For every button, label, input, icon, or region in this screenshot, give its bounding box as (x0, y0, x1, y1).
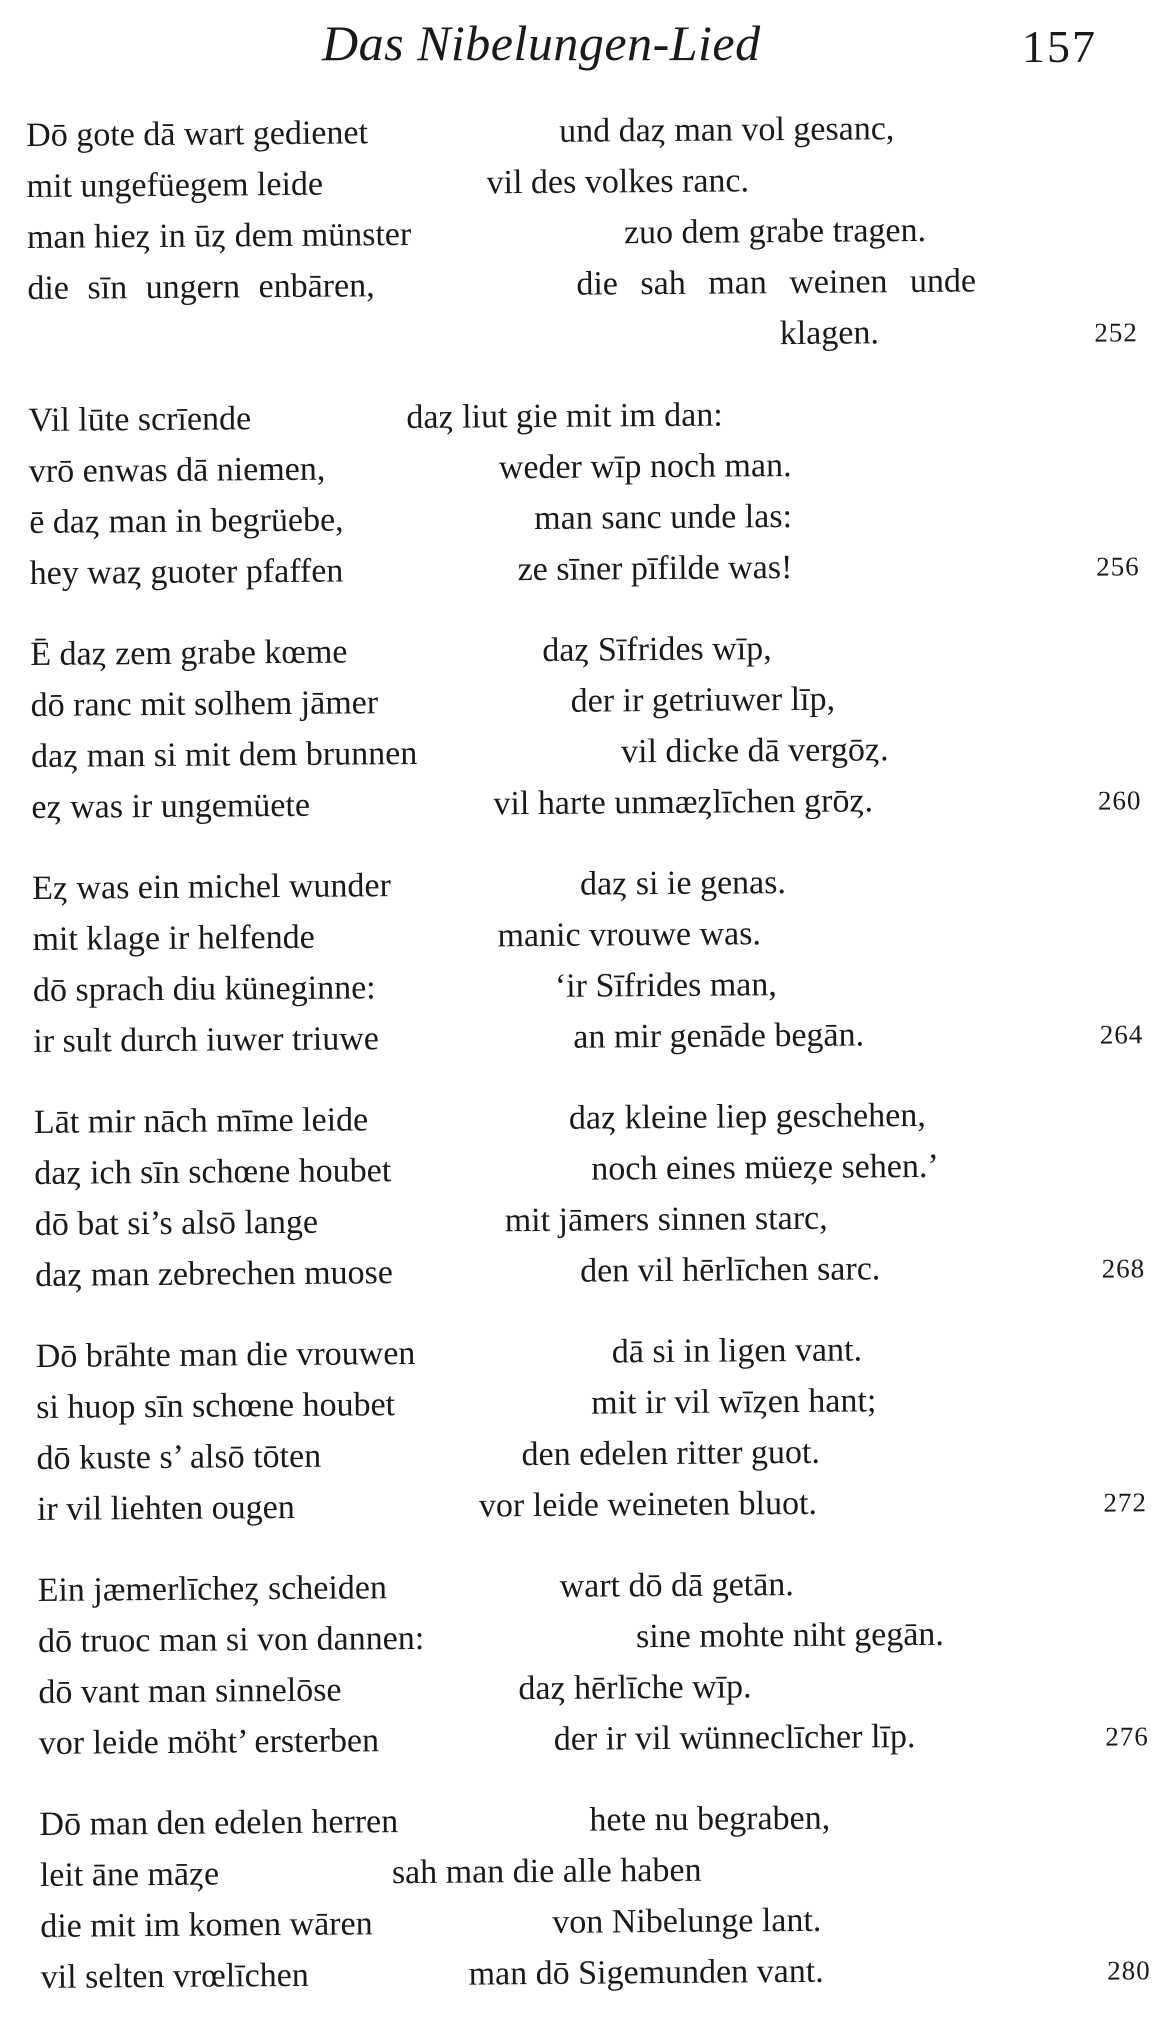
running-title: Das Nibelungen-Lied (322, 15, 761, 71)
verse-line (32, 905, 1142, 965)
verse-first-half: dō kuste s’ alsō tōten (36, 1437, 322, 1477)
verse-line (35, 1241, 1145, 1301)
verse-line (40, 1841, 1150, 1901)
verse-second-half: daȥ hērlīche wīp. (518, 1668, 752, 1708)
stanza-number: 268 (1101, 1253, 1146, 1284)
verse-first-half: ir vil liehten ougen (36, 1488, 295, 1528)
verse-line (29, 488, 1139, 548)
stanza-number: 276 (1105, 1721, 1149, 1752)
page-number: 157 (1022, 21, 1097, 72)
verse-first-half: dō bat si’s alsō lange (34, 1203, 319, 1243)
verse-first-half: die mit im komen wāren (40, 1905, 373, 1945)
verse-line (33, 1007, 1143, 1067)
verse-second-half: an mir genāde begān. (573, 1016, 865, 1056)
verse-first-half: mit klage ir helfende (32, 918, 315, 958)
stanza (32, 854, 1144, 1067)
verse-line (32, 854, 1142, 914)
stanza-number: 264 (1099, 1019, 1144, 1050)
verse-line (34, 1139, 1144, 1199)
verse-second-half: vil des volkes ranc. (486, 162, 750, 202)
verse-line (39, 1709, 1149, 1769)
verse-first-half: leit āne māȥe (39, 1855, 220, 1894)
verse-first-half: vrō enwas dā niemen, (28, 450, 326, 490)
verse-first-half: Dō gote dā wart gedienet (26, 114, 369, 154)
verse-first-half: dō vant man sinnelōse (38, 1671, 342, 1711)
verse-line (40, 1892, 1150, 1952)
verse-second-half: sah man die alle haben (391, 1851, 702, 1892)
verse-line (30, 671, 1140, 731)
verse-first-half: die sīn ungern enbāren, (27, 267, 375, 307)
verse-second-half: der ir vil wünneclīcher līp. (553, 1718, 916, 1758)
verse-line (38, 1658, 1148, 1718)
verse-second-half: manic vrouwe was. (497, 915, 762, 955)
verse-first-half: ir sult durch iuwer triuwe (33, 1020, 380, 1060)
verse-second-half: vil dicke dā vergōȥ. (620, 731, 889, 771)
verse-first-half: man hieȥ in ūȥ dem münster (26, 215, 412, 256)
verse-line (36, 1322, 1146, 1382)
verse-line (37, 1475, 1147, 1535)
verse-second-half: noch eines müeȥe sehen.’ (591, 1147, 939, 1188)
verse-line (36, 1373, 1146, 1433)
verse-first-half: vil selten vrœlīchen (40, 1956, 309, 1996)
verse-line (28, 386, 1138, 446)
verse-first-half: daȥ man zebrechen muose (35, 1254, 394, 1294)
verse-second-half: klagen. (779, 314, 880, 353)
verse-first-half: mit ungefüegem leide (26, 165, 324, 205)
verse-first-half: daȥ ich sīn schœne houbet (34, 1152, 392, 1192)
stanza-number: 280 (1107, 1955, 1151, 1986)
stanza (36, 1322, 1148, 1535)
verse-first-half: Lāt mir nāch mīme leide (33, 1101, 369, 1141)
verse-second-half: mit ir vil wīȥen hant; (591, 1382, 877, 1422)
verse-first-half: Ē daȥ zem grabe kœme (30, 633, 348, 673)
verse-second-half: vor leide weineten bluot. (478, 1484, 818, 1525)
verse-line (33, 956, 1143, 1016)
verse-first-half: Dō brāhte man die vrouwen (35, 1334, 416, 1375)
verse-first-half: hey waȥ guoter pfaffen (29, 552, 344, 592)
verse-line (29, 539, 1139, 599)
verse-line (27, 203, 1137, 263)
verse-line (26, 101, 1136, 161)
verse-second-half: der ir getriuwer līp, (570, 680, 836, 720)
verse-line (31, 773, 1141, 833)
verse-second-half: daȥ kleine liep geschehen, (568, 1096, 926, 1137)
verse-line (31, 722, 1141, 782)
verse-first-half: Vil lūte scrīende (28, 400, 252, 439)
verse-line (29, 437, 1139, 497)
stanza-number: 260 (1097, 785, 1142, 816)
verse-second-half: zuo dem grabe tragen. (623, 211, 927, 252)
verse-line (40, 1943, 1150, 2003)
verse-second-half: daȥ Sīfrides wīp, (542, 630, 772, 669)
stanza (30, 620, 1142, 833)
verse-first-half: dō sprach diu küneginne: (32, 969, 376, 1009)
verse-second-half: man dō Sigemunden vant. (468, 1952, 824, 1993)
verse-second-half: von Nibelunge lant. (552, 1901, 822, 1941)
verse-second-half: und daȥ man vol gesanc, (559, 110, 895, 150)
stanza (39, 1790, 1151, 2003)
stanza (26, 101, 1138, 365)
verse-line (30, 620, 1140, 680)
verse-second-half: daȥ liut gie mit im dan: (406, 396, 723, 437)
verse-first-half: ē daȥ man in begrüebe, (29, 501, 344, 541)
verse-first-half: si huop sīn schœne houbet (36, 1386, 396, 1426)
stanza-number: 272 (1103, 1487, 1148, 1518)
verse-second-half: hete nu begraben, (589, 1799, 831, 1839)
verse-line (27, 254, 1137, 314)
verse-first-half: dō truoc man si von dannen: (37, 1619, 425, 1660)
verse-first-half: eȥ was ir ungemüete (31, 786, 311, 826)
verse-first-half: Eȥ was ein michel wunder (31, 867, 392, 907)
verse-line (35, 1190, 1145, 1250)
verse-second-half: die sah man weinen unde (576, 262, 977, 303)
verse-second-half: wart dō dā getān. (559, 1566, 794, 1605)
verse-line (38, 1607, 1148, 1667)
stanza-number: 256 (1096, 551, 1140, 582)
verse-second-half: ze sīner pīfilde was! (517, 548, 793, 589)
verse-line (26, 152, 1136, 212)
verse-second-half: daȥ si ie genas. (579, 864, 787, 903)
verse-second-half: dā si in ligen vant. (611, 1331, 863, 1371)
verse-first-half: dō ranc mit solhem jāmer (30, 684, 379, 724)
verse-line (34, 1088, 1144, 1148)
poem-text (26, 101, 1151, 2033)
stanza (28, 386, 1140, 599)
verse-second-half: weder wīp noch man. (498, 446, 792, 487)
verse-second-half: ‘ir Sīfrides man, (554, 966, 777, 1005)
verse-second-half: vil harte unmæȥlīchen grōȥ. (493, 782, 874, 823)
verse-second-half: den edelen ritter guot. (521, 1433, 821, 1474)
verse-line (39, 1790, 1149, 1850)
verse-first-half: Ein jæmerlīcheȥ scheiden (37, 1569, 388, 1609)
stanza (37, 1556, 1149, 1769)
verse-second-half: man sanc unde las: (534, 497, 793, 538)
verse-line (36, 1424, 1146, 1484)
verse-first-half: vor leide möht’ ersterben (38, 1722, 380, 1762)
page-header (0, 14, 1156, 84)
verse-second-half: den vil hērlīchen sarc. (579, 1250, 881, 1290)
verse-line (28, 305, 1138, 365)
stanza (34, 1088, 1146, 1301)
verse-first-half: daȥ man si mit dem brunnen (30, 734, 418, 775)
verse-first-half: Dō man den edelen herren (39, 1803, 399, 1843)
verse-second-half: sine mohte niht gegān. (635, 1615, 944, 1656)
stanza-number: 252 (1094, 317, 1138, 348)
verse-second-half: mit jāmers sinnen starc, (504, 1199, 828, 1240)
verse-line (37, 1556, 1147, 1616)
